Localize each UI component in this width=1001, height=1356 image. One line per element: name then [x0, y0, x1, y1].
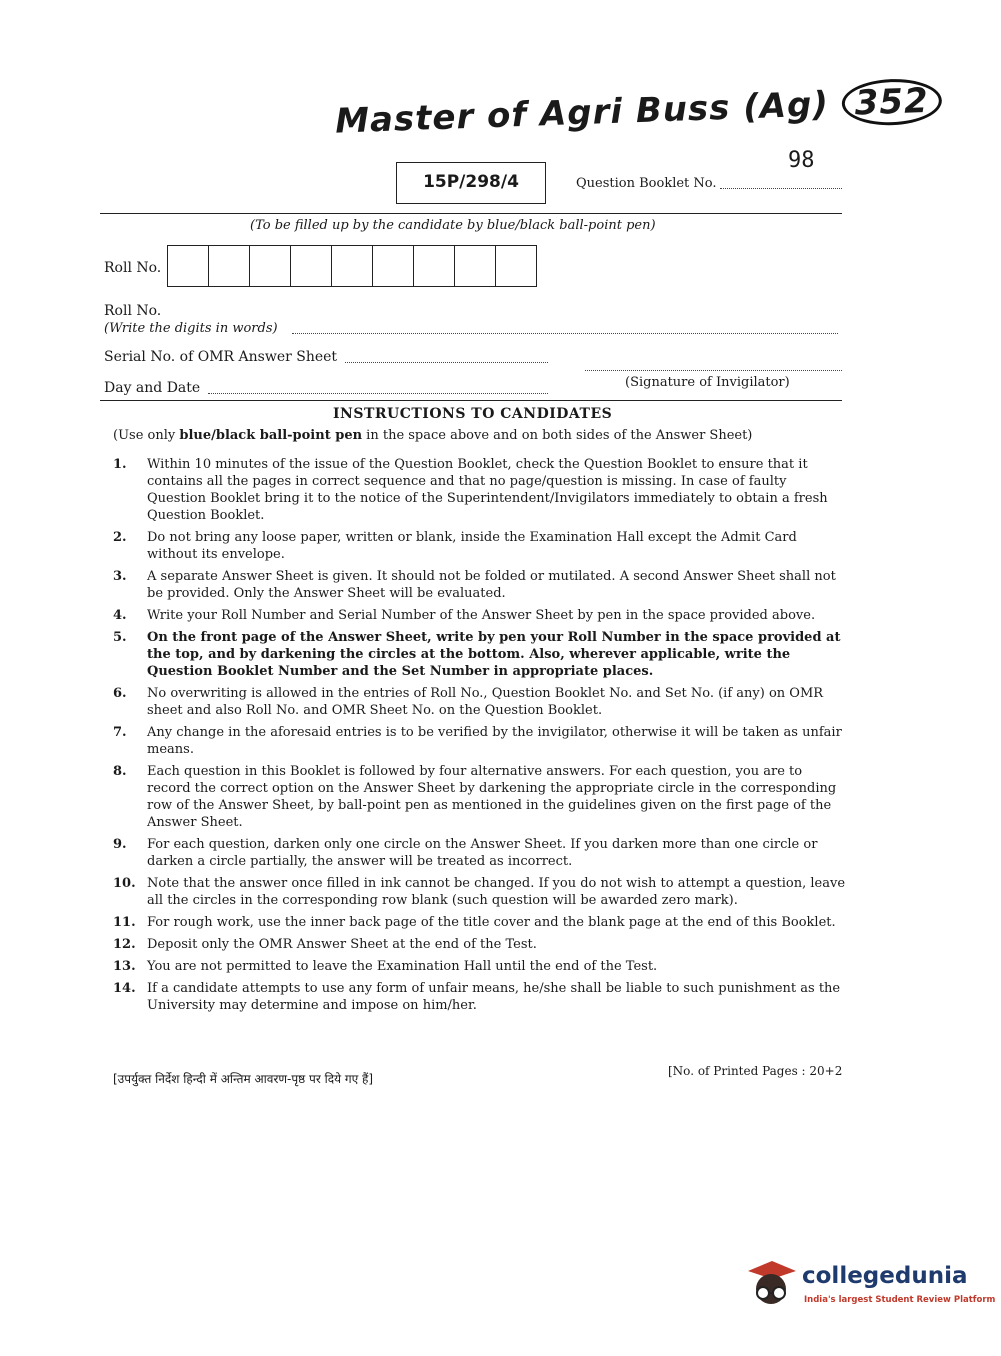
instruction-num: 2. [113, 530, 127, 545]
collegedunia-brand: collegedunia [802, 1263, 968, 1289]
instruction-item [113, 936, 848, 953]
instruction-num: 6. [113, 686, 127, 701]
collegedunia-tagline: India's largest Student Review Platform [804, 1295, 996, 1305]
instruction-item [113, 980, 848, 1014]
instruction-num: 7. [113, 725, 127, 740]
roll-no-label: Roll No. [104, 260, 162, 276]
instruction-num: 14. [113, 981, 136, 996]
instruction-text: No overwriting is allowed in the entries of Roll No., Question Booklet No. and Set No. (if any) on OMR sheet and also Roll No. and OMR Sheet No. on the Question Booklet. [147, 686, 824, 718]
instruction-item [113, 607, 848, 624]
instruction-item [113, 685, 848, 719]
roll-no-grid[interactable] [167, 245, 537, 287]
instruction-text: Do not bring any loose paper, written or blank, inside the Examination Hall except the Admit Card without its envelope. [147, 530, 797, 562]
question-booklet-line [720, 188, 842, 189]
intro-post: in the space above and on both sides of the Answer Sheet) [362, 428, 753, 443]
instruction-num: 11. [113, 915, 136, 930]
instruction-text: Note that the answer once filled in ink cannot be changed. If you do not wish to attempt a question, leave all the circles in the corresponding row blank (such question will be awarded zero mark). [147, 876, 846, 908]
instruction-num: 9. [113, 837, 127, 852]
intro-pre: (Use only [113, 428, 180, 443]
instruction-text: A separate Answer Sheet is given. It should not be folded or mutilated. A second Answer Sheet shall not be provided. Only the Answer Sheet will be evaluated. [147, 569, 836, 601]
instruction-text: Write your Roll Number and Serial Number of the Answer Sheet by pen in the space provided above. [147, 608, 816, 623]
booklet-code: 15P/298/4 [423, 172, 519, 192]
instruction-item [113, 914, 848, 931]
instruction-item [113, 875, 848, 909]
roll-no-digit-box[interactable] [496, 246, 536, 286]
intro-bold: blue/black ball-point pen [179, 428, 363, 443]
instruction-num: 12. [113, 937, 136, 952]
instructions-intro [113, 428, 848, 443]
roll-no-words-hint: (Write the digits in words) [104, 321, 278, 336]
instruction-text: Each question in this Booklet is followed by four alternative answers. For each question, you are to record the correct option on the Answer Sheet by darkening the appropriate circle in the corresponding row of the Answer Sheet, by ball-point pen as mentioned in the guidelines given on the first page of the Answer Sheet. [147, 764, 837, 830]
instruction-text: Within 10 minutes of the issue of the Question Booklet, check the Question Booklet to ensure that it contains all the pages in correct sequence and that no page/question is missing. In case of faulty Question Booklet bring it to the notice of the Superintendent/Invigilators immediately to obtain a fresh Question Booklet. [147, 457, 828, 523]
signature-label: (Signature of Invigilator) [625, 375, 790, 390]
instruction-item [113, 836, 848, 870]
omr-serial-label: Serial No. of OMR Answer Sheet [104, 349, 338, 365]
roll-no-digit-box[interactable] [332, 246, 373, 286]
top-rule [100, 213, 842, 214]
instruction-text: On the front page of the Answer Sheet, write by pen your Roll Number in the space provided at the top, and by darkening the circles at the bottom. Also, wherever applicable, write the Question Booklet Number and the Set Number in appropriate places. [147, 630, 841, 679]
collegedunia-watermark [742, 1255, 996, 1315]
instruction-item [113, 568, 848, 602]
instruction-text: For each question, darken only one circle on the Answer Sheet. If you darken more than one circle or darken a circle partially, the answer will be treated as incorrect. [147, 837, 818, 869]
hindi-note: [उपर्युक्त निर्देश हिन्दी में अन्तिम आवरण-पृष्ठ पर दिये गए हैं] [113, 1072, 374, 1086]
roll-no-digit-box[interactable] [455, 246, 496, 286]
instruction-text: Any change in the aforesaid entries is to be verified by the invigilator, otherwise it will be taken as unfair means. [147, 725, 842, 757]
instruction-num: 13. [113, 959, 136, 974]
printed-pages: [No. of Printed Pages : 20+2 [668, 1064, 843, 1078]
handwritten-course-title [334, 77, 942, 144]
instruction-text: For rough work, use the inner back page of the title cover and the blank page at the end of this Booklet. [147, 915, 836, 930]
question-booklet-number: 98 [788, 148, 815, 173]
instruction-item [113, 763, 848, 831]
roll-no-words-field[interactable] [292, 333, 838, 334]
booklet-code-box [396, 162, 546, 204]
instruction-item [113, 629, 848, 680]
instruction-num: 3. [113, 569, 127, 584]
roll-no-digit-box[interactable] [414, 246, 455, 286]
roll-no-digit-box[interactable] [168, 246, 209, 286]
instruction-item [113, 529, 848, 563]
roll-no-digit-box[interactable] [373, 246, 414, 286]
day-date-label: Day and Date [104, 380, 201, 396]
collegedunia-mascot-icon [742, 1255, 800, 1313]
fill-note: (To be filled up by the candidate by blue/black ball-point pen) [250, 218, 656, 233]
instruction-num: 10. [113, 876, 136, 891]
handwritten-code: 352 [841, 77, 943, 126]
instructions-list [113, 456, 848, 1019]
instruction-text: You are not permitted to leave the Examination Hall until the end of the Test. [147, 959, 658, 974]
day-date-field[interactable] [208, 393, 548, 394]
handwritten-title-text: Master of Agri Buss (Ag) [334, 84, 830, 142]
instruction-text: If a candidate attempts to use any form of unfair means, he/she shall be liable to such punishment as the University may determine and impose on him/her. [147, 981, 841, 1013]
instruction-num: 5. [113, 630, 127, 645]
instruction-num: 4. [113, 608, 127, 623]
roll-no-digit-box[interactable] [209, 246, 250, 286]
instruction-text: Deposit only the OMR Answer Sheet at the end of the Test. [147, 937, 537, 952]
roll-no-digit-box[interactable] [291, 246, 332, 286]
instruction-num: 1. [113, 457, 127, 472]
instruction-item [113, 724, 848, 758]
roll-no-words-label: Roll No. [104, 303, 162, 319]
instruction-item [113, 456, 848, 524]
omr-serial-field[interactable] [345, 362, 548, 363]
roll-no-digit-box[interactable] [250, 246, 291, 286]
instruction-num: 8. [113, 764, 127, 779]
instruction-item [113, 958, 848, 975]
middle-rule [100, 400, 842, 401]
instructions-heading: INSTRUCTIONS TO CANDIDATES [333, 406, 613, 422]
signature-line[interactable] [585, 370, 842, 371]
question-booklet-label: Question Booklet No. [576, 176, 717, 191]
